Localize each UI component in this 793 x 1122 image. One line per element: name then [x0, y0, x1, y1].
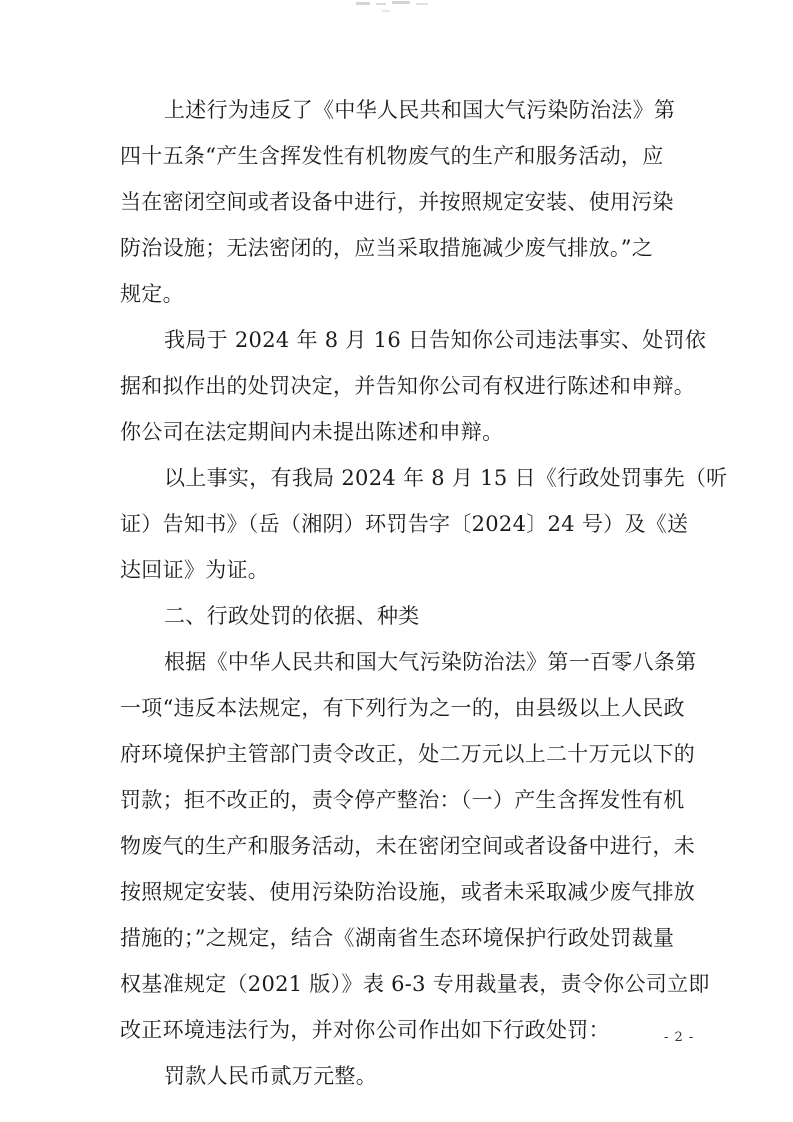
text-line: 当在密闭空间或者设备中进行，并按照规定安装、使用污染: [120, 190, 674, 214]
text-line: 罚款；拒不改正的，责令停产整治：（一）产生含挥发性有机: [120, 788, 685, 812]
text-line: 达回证》为证。: [120, 558, 270, 582]
text-line: 以上事实，有我局 2024 年 8 月 15 日《行政处罚事先（听: [164, 466, 728, 490]
text-line: 改正环境违法行为，并对你公司作出如下行政处罚：: [120, 1018, 610, 1042]
text-line: 按照规定安装、使用污染防治设施，或者未采取减少废气排放: [120, 880, 696, 904]
scan-artifact: [352, 0, 442, 20]
text-line: 权基准规定（2021 版）》表 6-3 专用裁量表，责令你公司立即: [120, 972, 710, 996]
text-line: 你公司在法定期间内未提出陈述和申辩。: [120, 420, 504, 444]
section-heading: 二、行政处罚的依据、种类: [164, 604, 420, 628]
text-line: 四十五条“产生含挥发性有机物废气的生产和服务活动，应: [120, 144, 664, 168]
text-line: 规定。: [120, 282, 184, 306]
text-line: 措施的；”之规定，结合《湖南省生态环境保护行政处罚裁量: [120, 926, 675, 950]
text-line: 据和拟作出的处罚决定，并告知你公司有权进行陈述和申辩。: [120, 374, 696, 398]
text-line: 上述行为违反了《中华人民共和国大气污染防治法》第: [164, 98, 676, 122]
text-line: 府环境保护主管部门责令改正，处二万元以上二十万元以下的: [120, 742, 696, 766]
text-line: 根据《中华人民共和国大气污染防治法》第一百零八条第: [164, 650, 697, 674]
page-number: - 2 -: [664, 1030, 695, 1045]
text-line: 我局于 2024 年 8 月 16 日告知你公司违法事实、处罚依: [164, 328, 707, 352]
text-line: 证）告知书》（岳（湘阴）环罚告字〔2024〕24 号）及《送: [120, 512, 689, 536]
text-line: 一项“违反本法规定，有下列行为之一的，由县级以上人民政: [120, 696, 685, 720]
text-line: 防治设施；无法密闭的，应当采取措施减少废气排放。”之: [120, 236, 654, 260]
text-line: 罚款人民币贰万元整。: [164, 1064, 377, 1088]
text-line: 物废气的生产和服务活动，未在密闭空间或者设备中进行，未: [120, 834, 696, 858]
